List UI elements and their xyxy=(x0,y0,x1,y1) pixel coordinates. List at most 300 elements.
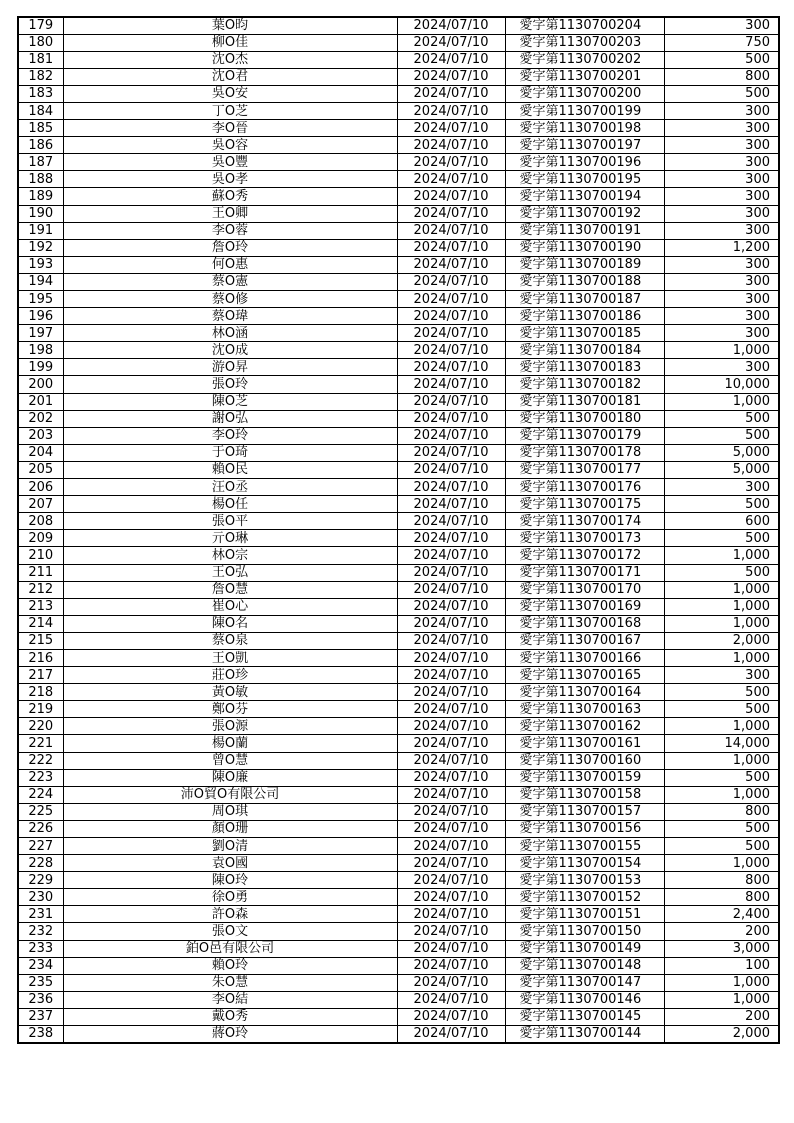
donation-amount-cell: 500 xyxy=(664,85,779,102)
row-number-cell: 190 xyxy=(18,205,63,222)
row-number-cell: 217 xyxy=(18,667,63,684)
table-row xyxy=(18,273,779,290)
donation-table xyxy=(17,16,780,1044)
donor-name-cell: 鄭O芬 xyxy=(63,701,397,718)
row-number-cell: 227 xyxy=(18,838,63,855)
receipt-number-cell: 愛字第1130700152 xyxy=(505,889,664,906)
donation-amount-cell: 300 xyxy=(664,308,779,325)
row-number-cell: 222 xyxy=(18,752,63,769)
donation-date-cell: 2024/07/10 xyxy=(397,308,505,325)
donation-date-cell: 2024/07/10 xyxy=(397,684,505,701)
table-row xyxy=(18,974,779,991)
row-number-cell: 187 xyxy=(18,154,63,171)
donor-name-cell: 崔O心 xyxy=(63,598,397,615)
table-row xyxy=(18,991,779,1008)
donor-name-cell: 汪O丞 xyxy=(63,479,397,496)
donation-date-cell: 2024/07/10 xyxy=(397,906,505,923)
donation-date-cell: 2024/07/10 xyxy=(397,273,505,290)
donation-date-cell: 2024/07/10 xyxy=(397,786,505,803)
donor-name-cell: 亓O琳 xyxy=(63,530,397,547)
donation-amount-cell: 2,000 xyxy=(664,1026,779,1043)
donation-date-cell: 2024/07/10 xyxy=(397,803,505,820)
donor-name-cell: 丁O芝 xyxy=(63,102,397,119)
donation-date-cell: 2024/07/10 xyxy=(397,205,505,222)
donation-amount-cell: 300 xyxy=(664,171,779,188)
donation-amount-cell: 300 xyxy=(664,205,779,222)
donor-name-cell: 蘇O秀 xyxy=(63,188,397,205)
receipt-number-cell: 愛字第1130700185 xyxy=(505,325,664,342)
donor-name-cell: 吳O豐 xyxy=(63,154,397,171)
donation-amount-cell: 300 xyxy=(664,154,779,171)
donation-amount-cell: 300 xyxy=(664,325,779,342)
donation-amount-cell: 500 xyxy=(664,769,779,786)
row-number-cell: 230 xyxy=(18,889,63,906)
donation-date-cell: 2024/07/10 xyxy=(397,85,505,102)
table-row xyxy=(18,205,779,222)
donation-amount-cell: 500 xyxy=(664,838,779,855)
receipt-number-cell: 愛字第1130700169 xyxy=(505,598,664,615)
donation-date-cell: 2024/07/10 xyxy=(397,496,505,513)
donation-amount-cell: 300 xyxy=(664,137,779,154)
row-number-cell: 229 xyxy=(18,872,63,889)
donation-amount-cell: 800 xyxy=(664,803,779,820)
donation-amount-cell: 5,000 xyxy=(664,461,779,478)
donation-amount-cell: 200 xyxy=(664,923,779,940)
donation-amount-cell: 300 xyxy=(664,120,779,137)
donation-date-cell: 2024/07/10 xyxy=(397,889,505,906)
donation-amount-cell: 100 xyxy=(664,957,779,974)
donation-amount-cell: 500 xyxy=(664,820,779,837)
donor-name-cell: 陳O廉 xyxy=(63,769,397,786)
donation-date-cell: 2024/07/10 xyxy=(397,855,505,872)
donor-name-cell: 袁O國 xyxy=(63,855,397,872)
receipt-number-cell: 愛字第1130700174 xyxy=(505,513,664,530)
donor-name-cell: 顏O珊 xyxy=(63,820,397,837)
receipt-number-cell: 愛字第1130700164 xyxy=(505,684,664,701)
row-number-cell: 220 xyxy=(18,718,63,735)
receipt-number-cell: 愛字第1130700161 xyxy=(505,735,664,752)
donation-date-cell: 2024/07/10 xyxy=(397,444,505,461)
receipt-number-cell: 愛字第1130700182 xyxy=(505,376,664,393)
donation-date-cell: 2024/07/10 xyxy=(397,581,505,598)
row-number-cell: 213 xyxy=(18,598,63,615)
donor-name-cell: 陳O玲 xyxy=(63,872,397,889)
table-row xyxy=(18,906,779,923)
receipt-number-cell: 愛字第1130700150 xyxy=(505,923,664,940)
receipt-number-cell: 愛字第1130700177 xyxy=(505,461,664,478)
row-number-cell: 223 xyxy=(18,769,63,786)
donor-name-cell: 黃O敏 xyxy=(63,684,397,701)
receipt-number-cell: 愛字第1130700175 xyxy=(505,496,664,513)
donation-date-cell: 2024/07/10 xyxy=(397,513,505,530)
row-number-cell: 238 xyxy=(18,1026,63,1043)
donation-amount-cell: 200 xyxy=(664,1008,779,1025)
donation-amount-cell: 1,000 xyxy=(664,649,779,666)
donor-name-cell: 周O琪 xyxy=(63,803,397,820)
row-number-cell: 191 xyxy=(18,222,63,239)
donation-date-cell: 2024/07/10 xyxy=(397,872,505,889)
donation-table-body xyxy=(18,17,779,1043)
receipt-number-cell: 愛字第1130700204 xyxy=(505,17,664,34)
donor-name-cell: 葉O昀 xyxy=(63,17,397,34)
receipt-number-cell: 愛字第1130700180 xyxy=(505,410,664,427)
donation-amount-cell: 1,000 xyxy=(664,752,779,769)
donation-date-cell: 2024/07/10 xyxy=(397,667,505,684)
donation-amount-cell: 600 xyxy=(664,513,779,530)
donor-name-cell: 蔣O玲 xyxy=(63,1026,397,1043)
donor-name-cell: 楊O蘭 xyxy=(63,735,397,752)
donation-date-cell: 2024/07/10 xyxy=(397,991,505,1008)
table-row xyxy=(18,855,779,872)
table-row xyxy=(18,444,779,461)
donor-name-cell: 沈O君 xyxy=(63,68,397,85)
donation-amount-cell: 2,000 xyxy=(664,632,779,649)
donation-amount-cell: 500 xyxy=(664,530,779,547)
receipt-number-cell: 愛字第1130700178 xyxy=(505,444,664,461)
donor-name-cell: 鉑O邑有限公司 xyxy=(63,940,397,957)
table-row xyxy=(18,410,779,427)
table-row xyxy=(18,120,779,137)
receipt-number-cell: 愛字第1130700157 xyxy=(505,803,664,820)
donor-name-cell: 張O平 xyxy=(63,513,397,530)
donation-amount-cell: 500 xyxy=(664,684,779,701)
row-number-cell: 193 xyxy=(18,256,63,273)
donation-amount-cell: 1,000 xyxy=(664,991,779,1008)
table-row xyxy=(18,479,779,496)
table-row xyxy=(18,239,779,256)
table-row xyxy=(18,171,779,188)
donation-amount-cell: 3,000 xyxy=(664,940,779,957)
row-number-cell: 195 xyxy=(18,291,63,308)
row-number-cell: 198 xyxy=(18,342,63,359)
receipt-number-cell: 愛字第1130700203 xyxy=(505,34,664,51)
row-number-cell: 192 xyxy=(18,239,63,256)
receipt-number-cell: 愛字第1130700154 xyxy=(505,855,664,872)
row-number-cell: 185 xyxy=(18,120,63,137)
donor-name-cell: 曾O慧 xyxy=(63,752,397,769)
row-number-cell: 199 xyxy=(18,359,63,376)
table-row xyxy=(18,342,779,359)
donor-name-cell: 蔡O泉 xyxy=(63,632,397,649)
donation-date-cell: 2024/07/10 xyxy=(397,735,505,752)
row-number-cell: 201 xyxy=(18,393,63,410)
donation-date-cell: 2024/07/10 xyxy=(397,718,505,735)
row-number-cell: 181 xyxy=(18,51,63,68)
table-row xyxy=(18,735,779,752)
donation-amount-cell: 800 xyxy=(664,889,779,906)
receipt-number-cell: 愛字第1130700181 xyxy=(505,393,664,410)
donor-name-cell: 李O蓉 xyxy=(63,222,397,239)
table-row xyxy=(18,923,779,940)
donation-amount-cell: 300 xyxy=(664,359,779,376)
row-number-cell: 212 xyxy=(18,581,63,598)
row-number-cell: 202 xyxy=(18,410,63,427)
receipt-number-cell: 愛字第1130700186 xyxy=(505,308,664,325)
donation-date-cell: 2024/07/10 xyxy=(397,342,505,359)
table-row xyxy=(18,376,779,393)
receipt-number-cell: 愛字第1130700179 xyxy=(505,427,664,444)
receipt-number-cell: 愛字第1130700160 xyxy=(505,752,664,769)
donation-amount-cell: 500 xyxy=(664,427,779,444)
row-number-cell: 216 xyxy=(18,649,63,666)
table-row xyxy=(18,615,779,632)
donor-name-cell: 林O宗 xyxy=(63,547,397,564)
row-number-cell: 224 xyxy=(18,786,63,803)
donor-name-cell: 戴O秀 xyxy=(63,1008,397,1025)
donor-name-cell: 陳O芝 xyxy=(63,393,397,410)
donation-amount-cell: 300 xyxy=(664,291,779,308)
donation-date-cell: 2024/07/10 xyxy=(397,632,505,649)
row-number-cell: 204 xyxy=(18,444,63,461)
table-row xyxy=(18,889,779,906)
table-row xyxy=(18,359,779,376)
table-row xyxy=(18,68,779,85)
donation-amount-cell: 300 xyxy=(664,102,779,119)
row-number-cell: 226 xyxy=(18,820,63,837)
receipt-number-cell: 愛字第1130700155 xyxy=(505,838,664,855)
receipt-number-cell: 愛字第1130700171 xyxy=(505,564,664,581)
receipt-number-cell: 愛字第1130700195 xyxy=(505,171,664,188)
table-row xyxy=(18,513,779,530)
donation-amount-cell: 300 xyxy=(664,667,779,684)
donor-name-cell: 徐O勇 xyxy=(63,889,397,906)
receipt-number-cell: 愛字第1130700156 xyxy=(505,820,664,837)
donation-date-cell: 2024/07/10 xyxy=(397,120,505,137)
donation-date-cell: 2024/07/10 xyxy=(397,325,505,342)
receipt-number-cell: 愛字第1130700202 xyxy=(505,51,664,68)
table-row xyxy=(18,1026,779,1043)
donation-amount-cell: 1,000 xyxy=(664,547,779,564)
table-row xyxy=(18,222,779,239)
row-number-cell: 219 xyxy=(18,701,63,718)
table-row xyxy=(18,701,779,718)
table-row xyxy=(18,940,779,957)
receipt-number-cell: 愛字第1130700149 xyxy=(505,940,664,957)
donation-date-cell: 2024/07/10 xyxy=(397,957,505,974)
row-number-cell: 209 xyxy=(18,530,63,547)
donation-date-cell: 2024/07/10 xyxy=(397,137,505,154)
donor-name-cell: 朱O慧 xyxy=(63,974,397,991)
receipt-number-cell: 愛字第1130700151 xyxy=(505,906,664,923)
receipt-number-cell: 愛字第1130700145 xyxy=(505,1008,664,1025)
row-number-cell: 197 xyxy=(18,325,63,342)
donation-date-cell: 2024/07/10 xyxy=(397,34,505,51)
table-row xyxy=(18,137,779,154)
donation-date-cell: 2024/07/10 xyxy=(397,752,505,769)
donation-amount-cell: 10,000 xyxy=(664,376,779,393)
donor-name-cell: 謝O弘 xyxy=(63,410,397,427)
donation-date-cell: 2024/07/10 xyxy=(397,239,505,256)
row-number-cell: 211 xyxy=(18,564,63,581)
receipt-number-cell: 愛字第1130700191 xyxy=(505,222,664,239)
table-row xyxy=(18,598,779,615)
donor-name-cell: 王O卿 xyxy=(63,205,397,222)
table-row xyxy=(18,496,779,513)
receipt-number-cell: 愛字第1130700167 xyxy=(505,632,664,649)
row-number-cell: 234 xyxy=(18,957,63,974)
donor-name-cell: 吳O容 xyxy=(63,137,397,154)
donation-date-cell: 2024/07/10 xyxy=(397,547,505,564)
table-row xyxy=(18,427,779,444)
table-row xyxy=(18,154,779,171)
table-row xyxy=(18,34,779,51)
donor-name-cell: 沈O杰 xyxy=(63,51,397,68)
table-row xyxy=(18,684,779,701)
row-number-cell: 200 xyxy=(18,376,63,393)
donor-name-cell: 莊O珍 xyxy=(63,667,397,684)
donation-date-cell: 2024/07/10 xyxy=(397,838,505,855)
donor-name-cell: 吳O安 xyxy=(63,85,397,102)
row-number-cell: 237 xyxy=(18,1008,63,1025)
donation-amount-cell: 1,200 xyxy=(664,239,779,256)
row-number-cell: 233 xyxy=(18,940,63,957)
donation-date-cell: 2024/07/10 xyxy=(397,701,505,718)
donation-date-cell: 2024/07/10 xyxy=(397,940,505,957)
table-row xyxy=(18,957,779,974)
row-number-cell: 236 xyxy=(18,991,63,1008)
table-row xyxy=(18,649,779,666)
row-number-cell: 228 xyxy=(18,855,63,872)
receipt-number-cell: 愛字第1130700187 xyxy=(505,291,664,308)
row-number-cell: 235 xyxy=(18,974,63,991)
donation-date-cell: 2024/07/10 xyxy=(397,427,505,444)
receipt-number-cell: 愛字第1130700166 xyxy=(505,649,664,666)
table-row xyxy=(18,188,779,205)
table-row xyxy=(18,1008,779,1025)
table-row xyxy=(18,632,779,649)
table-row xyxy=(18,667,779,684)
donation-date-cell: 2024/07/10 xyxy=(397,154,505,171)
table-row xyxy=(18,838,779,855)
donation-amount-cell: 500 xyxy=(664,564,779,581)
table-row xyxy=(18,752,779,769)
row-number-cell: 188 xyxy=(18,171,63,188)
table-row xyxy=(18,547,779,564)
row-number-cell: 205 xyxy=(18,461,63,478)
donation-date-cell: 2024/07/10 xyxy=(397,923,505,940)
donation-amount-cell: 500 xyxy=(664,51,779,68)
donation-date-cell: 2024/07/10 xyxy=(397,188,505,205)
donation-date-cell: 2024/07/10 xyxy=(397,615,505,632)
donation-date-cell: 2024/07/10 xyxy=(397,564,505,581)
donation-date-cell: 2024/07/10 xyxy=(397,530,505,547)
donation-date-cell: 2024/07/10 xyxy=(397,461,505,478)
receipt-number-cell: 愛字第1130700165 xyxy=(505,667,664,684)
donation-amount-cell: 1,000 xyxy=(664,615,779,632)
donation-date-cell: 2024/07/10 xyxy=(397,102,505,119)
donation-amount-cell: 300 xyxy=(664,273,779,290)
table-row xyxy=(18,17,779,34)
row-number-cell: 182 xyxy=(18,68,63,85)
donation-date-cell: 2024/07/10 xyxy=(397,68,505,85)
table-row xyxy=(18,325,779,342)
table-row xyxy=(18,718,779,735)
table-row xyxy=(18,461,779,478)
row-number-cell: 184 xyxy=(18,102,63,119)
row-number-cell: 180 xyxy=(18,34,63,51)
table-row xyxy=(18,393,779,410)
table-row xyxy=(18,803,779,820)
row-number-cell: 207 xyxy=(18,496,63,513)
donor-name-cell: 吳O孝 xyxy=(63,171,397,188)
donor-name-cell: 李O晉 xyxy=(63,120,397,137)
table-row xyxy=(18,85,779,102)
donor-name-cell: 詹O玲 xyxy=(63,239,397,256)
row-number-cell: 210 xyxy=(18,547,63,564)
table-row xyxy=(18,102,779,119)
donor-name-cell: 陳O名 xyxy=(63,615,397,632)
row-number-cell: 218 xyxy=(18,684,63,701)
receipt-number-cell: 愛字第1130700201 xyxy=(505,68,664,85)
receipt-number-cell: 愛字第1130700194 xyxy=(505,188,664,205)
donation-amount-cell: 800 xyxy=(664,68,779,85)
receipt-number-cell: 愛字第1130700153 xyxy=(505,872,664,889)
donation-amount-cell: 300 xyxy=(664,188,779,205)
row-number-cell: 231 xyxy=(18,906,63,923)
donation-date-cell: 2024/07/10 xyxy=(397,649,505,666)
donation-date-cell: 2024/07/10 xyxy=(397,171,505,188)
row-number-cell: 183 xyxy=(18,85,63,102)
receipt-number-cell: 愛字第1130700163 xyxy=(505,701,664,718)
donation-date-cell: 2024/07/10 xyxy=(397,820,505,837)
row-number-cell: 221 xyxy=(18,735,63,752)
donation-amount-cell: 750 xyxy=(664,34,779,51)
donation-amount-cell: 1,000 xyxy=(664,718,779,735)
table-row xyxy=(18,769,779,786)
row-number-cell: 203 xyxy=(18,427,63,444)
receipt-number-cell: 愛字第1130700173 xyxy=(505,530,664,547)
table-row xyxy=(18,786,779,803)
donation-amount-cell: 1,000 xyxy=(664,974,779,991)
receipt-number-cell: 愛字第1130700197 xyxy=(505,137,664,154)
donation-amount-cell: 1,000 xyxy=(664,598,779,615)
donor-name-cell: 蔡O修 xyxy=(63,291,397,308)
donation-date-cell: 2024/07/10 xyxy=(397,479,505,496)
receipt-number-cell: 愛字第1130700176 xyxy=(505,479,664,496)
donation-amount-cell: 2,400 xyxy=(664,906,779,923)
row-number-cell: 215 xyxy=(18,632,63,649)
donation-amount-cell: 1,000 xyxy=(664,342,779,359)
row-number-cell: 208 xyxy=(18,513,63,530)
receipt-number-cell: 愛字第1130700168 xyxy=(505,615,664,632)
donation-amount-cell: 300 xyxy=(664,222,779,239)
donation-amount-cell: 300 xyxy=(664,479,779,496)
donor-name-cell: 游O昇 xyxy=(63,359,397,376)
donation-amount-cell: 500 xyxy=(664,701,779,718)
receipt-number-cell: 愛字第1130700192 xyxy=(505,205,664,222)
receipt-number-cell: 愛字第1130700162 xyxy=(505,718,664,735)
row-number-cell: 194 xyxy=(18,273,63,290)
row-number-cell: 214 xyxy=(18,615,63,632)
donor-name-cell: 沛O貿O有限公司 xyxy=(63,786,397,803)
row-number-cell: 206 xyxy=(18,479,63,496)
donor-name-cell: 林O涵 xyxy=(63,325,397,342)
donor-name-cell: 王O弘 xyxy=(63,564,397,581)
donation-date-cell: 2024/07/10 xyxy=(397,359,505,376)
table-row xyxy=(18,291,779,308)
row-number-cell: 186 xyxy=(18,137,63,154)
receipt-number-cell: 愛字第1130700146 xyxy=(505,991,664,1008)
donation-date-cell: 2024/07/10 xyxy=(397,51,505,68)
row-number-cell: 179 xyxy=(18,17,63,34)
donor-name-cell: 何O惠 xyxy=(63,256,397,273)
donor-name-cell: 李O結 xyxy=(63,991,397,1008)
donation-date-cell: 2024/07/10 xyxy=(397,598,505,615)
table-row xyxy=(18,564,779,581)
receipt-number-cell: 愛字第1130700144 xyxy=(505,1026,664,1043)
donation-amount-cell: 800 xyxy=(664,872,779,889)
donation-date-cell: 2024/07/10 xyxy=(397,393,505,410)
